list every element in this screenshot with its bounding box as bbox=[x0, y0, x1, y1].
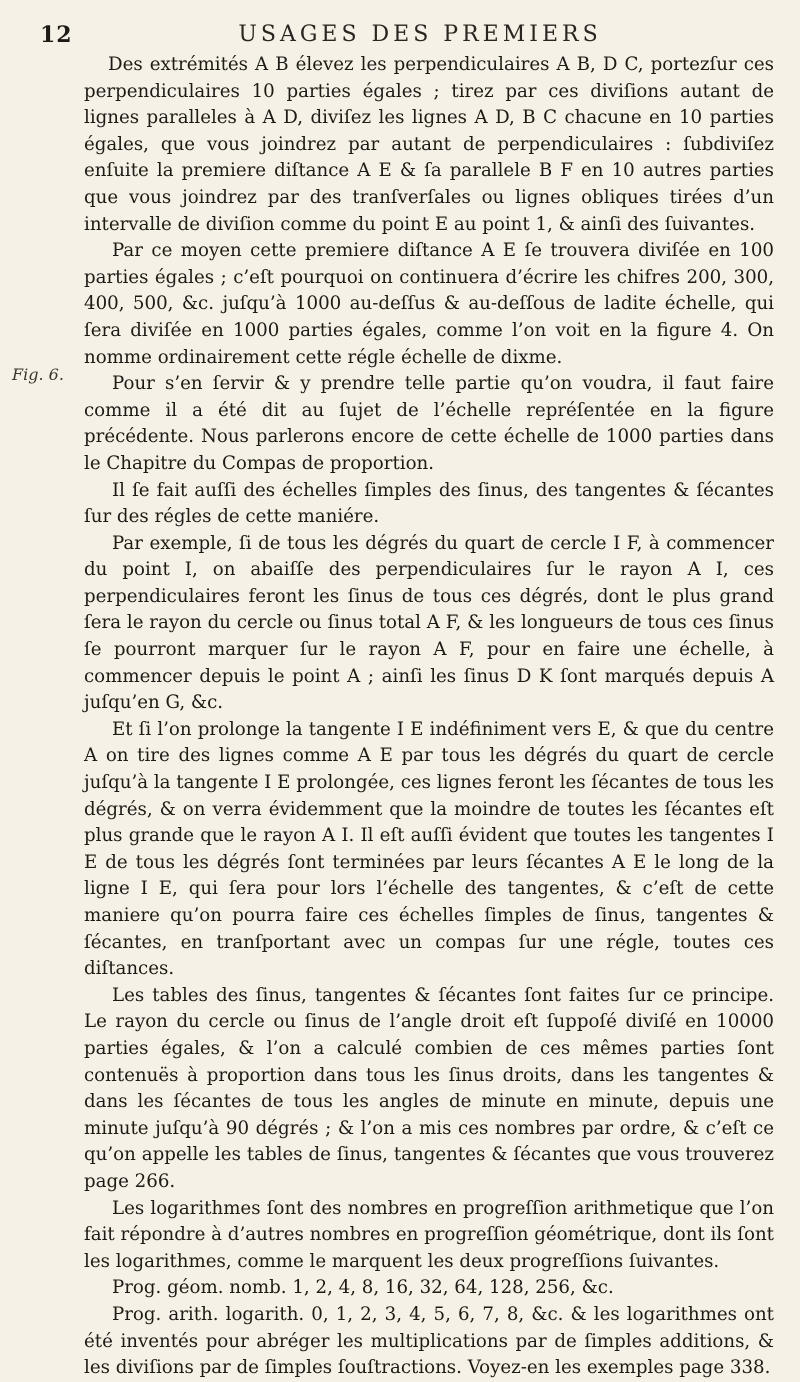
paragraph: Les tables des ſinus, tangentes & ſécantes ſont faites ſur ce principe. Le rayon du cercle ou ſinus de l’angle droit eſt ſuppoſé diviſé en 10000 parties égales, & l’on a calculé combien de ces mêmes parties ſont contenuës à proportion dans tous les ſinus droits, dans les tangentes & dans les ſécantes de tous les angles de minute en minute, depuis une minute juſqu’à 90 dégrés ; & l’on a mis ces nombres par ordre, & c’eſt ce qu’on appelle les tables de ſinus, tangentes & ſécantes que vous trouverez page 266. bbox=[84, 984, 774, 1192]
paragraph: Il ſe fait auſſi des échelles ſimples des ſinus, des tangentes & ſécantes ſur des régles de cette maniére. bbox=[84, 479, 774, 528]
paragraph: Et ſi l’on prolonge la tangente I E indéfiniment vers E, & que du centre A on tire des lignes comme A E par tous les dégrés du quart de cercle juſqu’à la tangente I E prolongée, ces lignes feront les ſécantes de tous les dégrés, & on verra évidemment que la moindre de toutes les ſécantes eſt plus grande que le rayon A I. Il eſt auſſi évident que toutes les tangentes I E de tous les dégrés ſont terminées par leurs ſécantes A E le long de la ligne I E, qui ſera pour lors l’échelle des tangentes, & c’eſt de cette maniere qu’on pourra faire ces échelles ſimples de ſinus, tangentes & ſécantes, en tranſportant avec un compas ſur une régle, toutes ces diſtances. bbox=[84, 718, 774, 980]
paragraph: Prog. arith. logarith. 0, 1, 2, 3, 4, 5, 6, 7, 8, &c. & les logarithmes ont été inventés pour abréger les multiplications par de ſimples additions, & les diviſions par de ſimples ſouſtractions. Voyez-en les exemples page 338. bbox=[84, 1303, 774, 1379]
paragraph: Par exemple, ſi de tous les dégrés du quart de cercle I F, à commencer du point I, on abaiſſe des perpendiculaires ſur le rayon A I, ces perpendiculaires feront les ſinus de tous ces dégrés, dont le plus grand ſera le rayon du cercle ou ſinus total A F, & les longueurs de tous ces ſinus ſe pourront marquer ſur le rayon A F, pour en faire une échelle, à commencer depuis le point A ; ainſi les ſinus D K ſont marqués depuis A juſqu’en G, &c. bbox=[84, 532, 774, 714]
figure-reference-note: Fig. 6. bbox=[12, 365, 64, 384]
page-header bbox=[40, 22, 760, 54]
paragraph: Des extrémités A B élevez les perpendiculaires A B, D C, portezſur ces perpendiculaires 10 parties égales ; tirez par ces diviſions autant de lignes paralleles à A D, diviſez les lignes A D, B C chacune en 10 parties égales, que vous joindrez par autant de perpendiculaires : ſubdiviſez enſuite la premiere diſtance A E & ſa parallele B F en 10 autres parties que vous joindrez par des tranſverſales ou lignes obliques tirées d’un intervalle de diviſion comme du point E au point 1, & ainſi des ſuivantes. bbox=[84, 54, 774, 235]
paragraph: Les logarithmes ſont des nombres en progreſſion arithmetique que l’on fait répondre à d’autres nombres en progreſſion géométrique, dont ils ſont les logarithmes, comme le marquent les deux progreſſions ſuivantes. bbox=[84, 1197, 774, 1272]
running-title: USAGES DES PREMIERS bbox=[238, 22, 602, 47]
paragraph: Pour s’en ſervir & y prendre telle partie qu’on voudra, il faut faire comme il a été dit au ſujet de l’échelle repréſentée en la figure précédente. Nous parlerons encore de cette échelle de 1000 parties dans le Chapitre du Compas de proportion. bbox=[84, 373, 774, 474]
paragraph: Par ce moyen cette premiere diſtance A E ſe trouvera diviſée en 100 parties égales ; c’eſt pourquoi on continuera d’écrire les chifres 200, 300, 400, 500, &c. juſqu’à 1000 au-deſſus & au-deſſous de ladite échelle, qui ſera diviſée en 1000 parties égales, comme l’on voit en la figure 4. On nomme ordinairement cette régle échelle de dixme. bbox=[84, 240, 774, 368]
progression-line: Prog. géom. nomb. 1, 2, 4, 8, 16, 32, 64, 128, 256, &c. bbox=[112, 1277, 614, 1299]
page-number: 12 bbox=[40, 22, 73, 48]
body-text bbox=[84, 52, 774, 1382]
